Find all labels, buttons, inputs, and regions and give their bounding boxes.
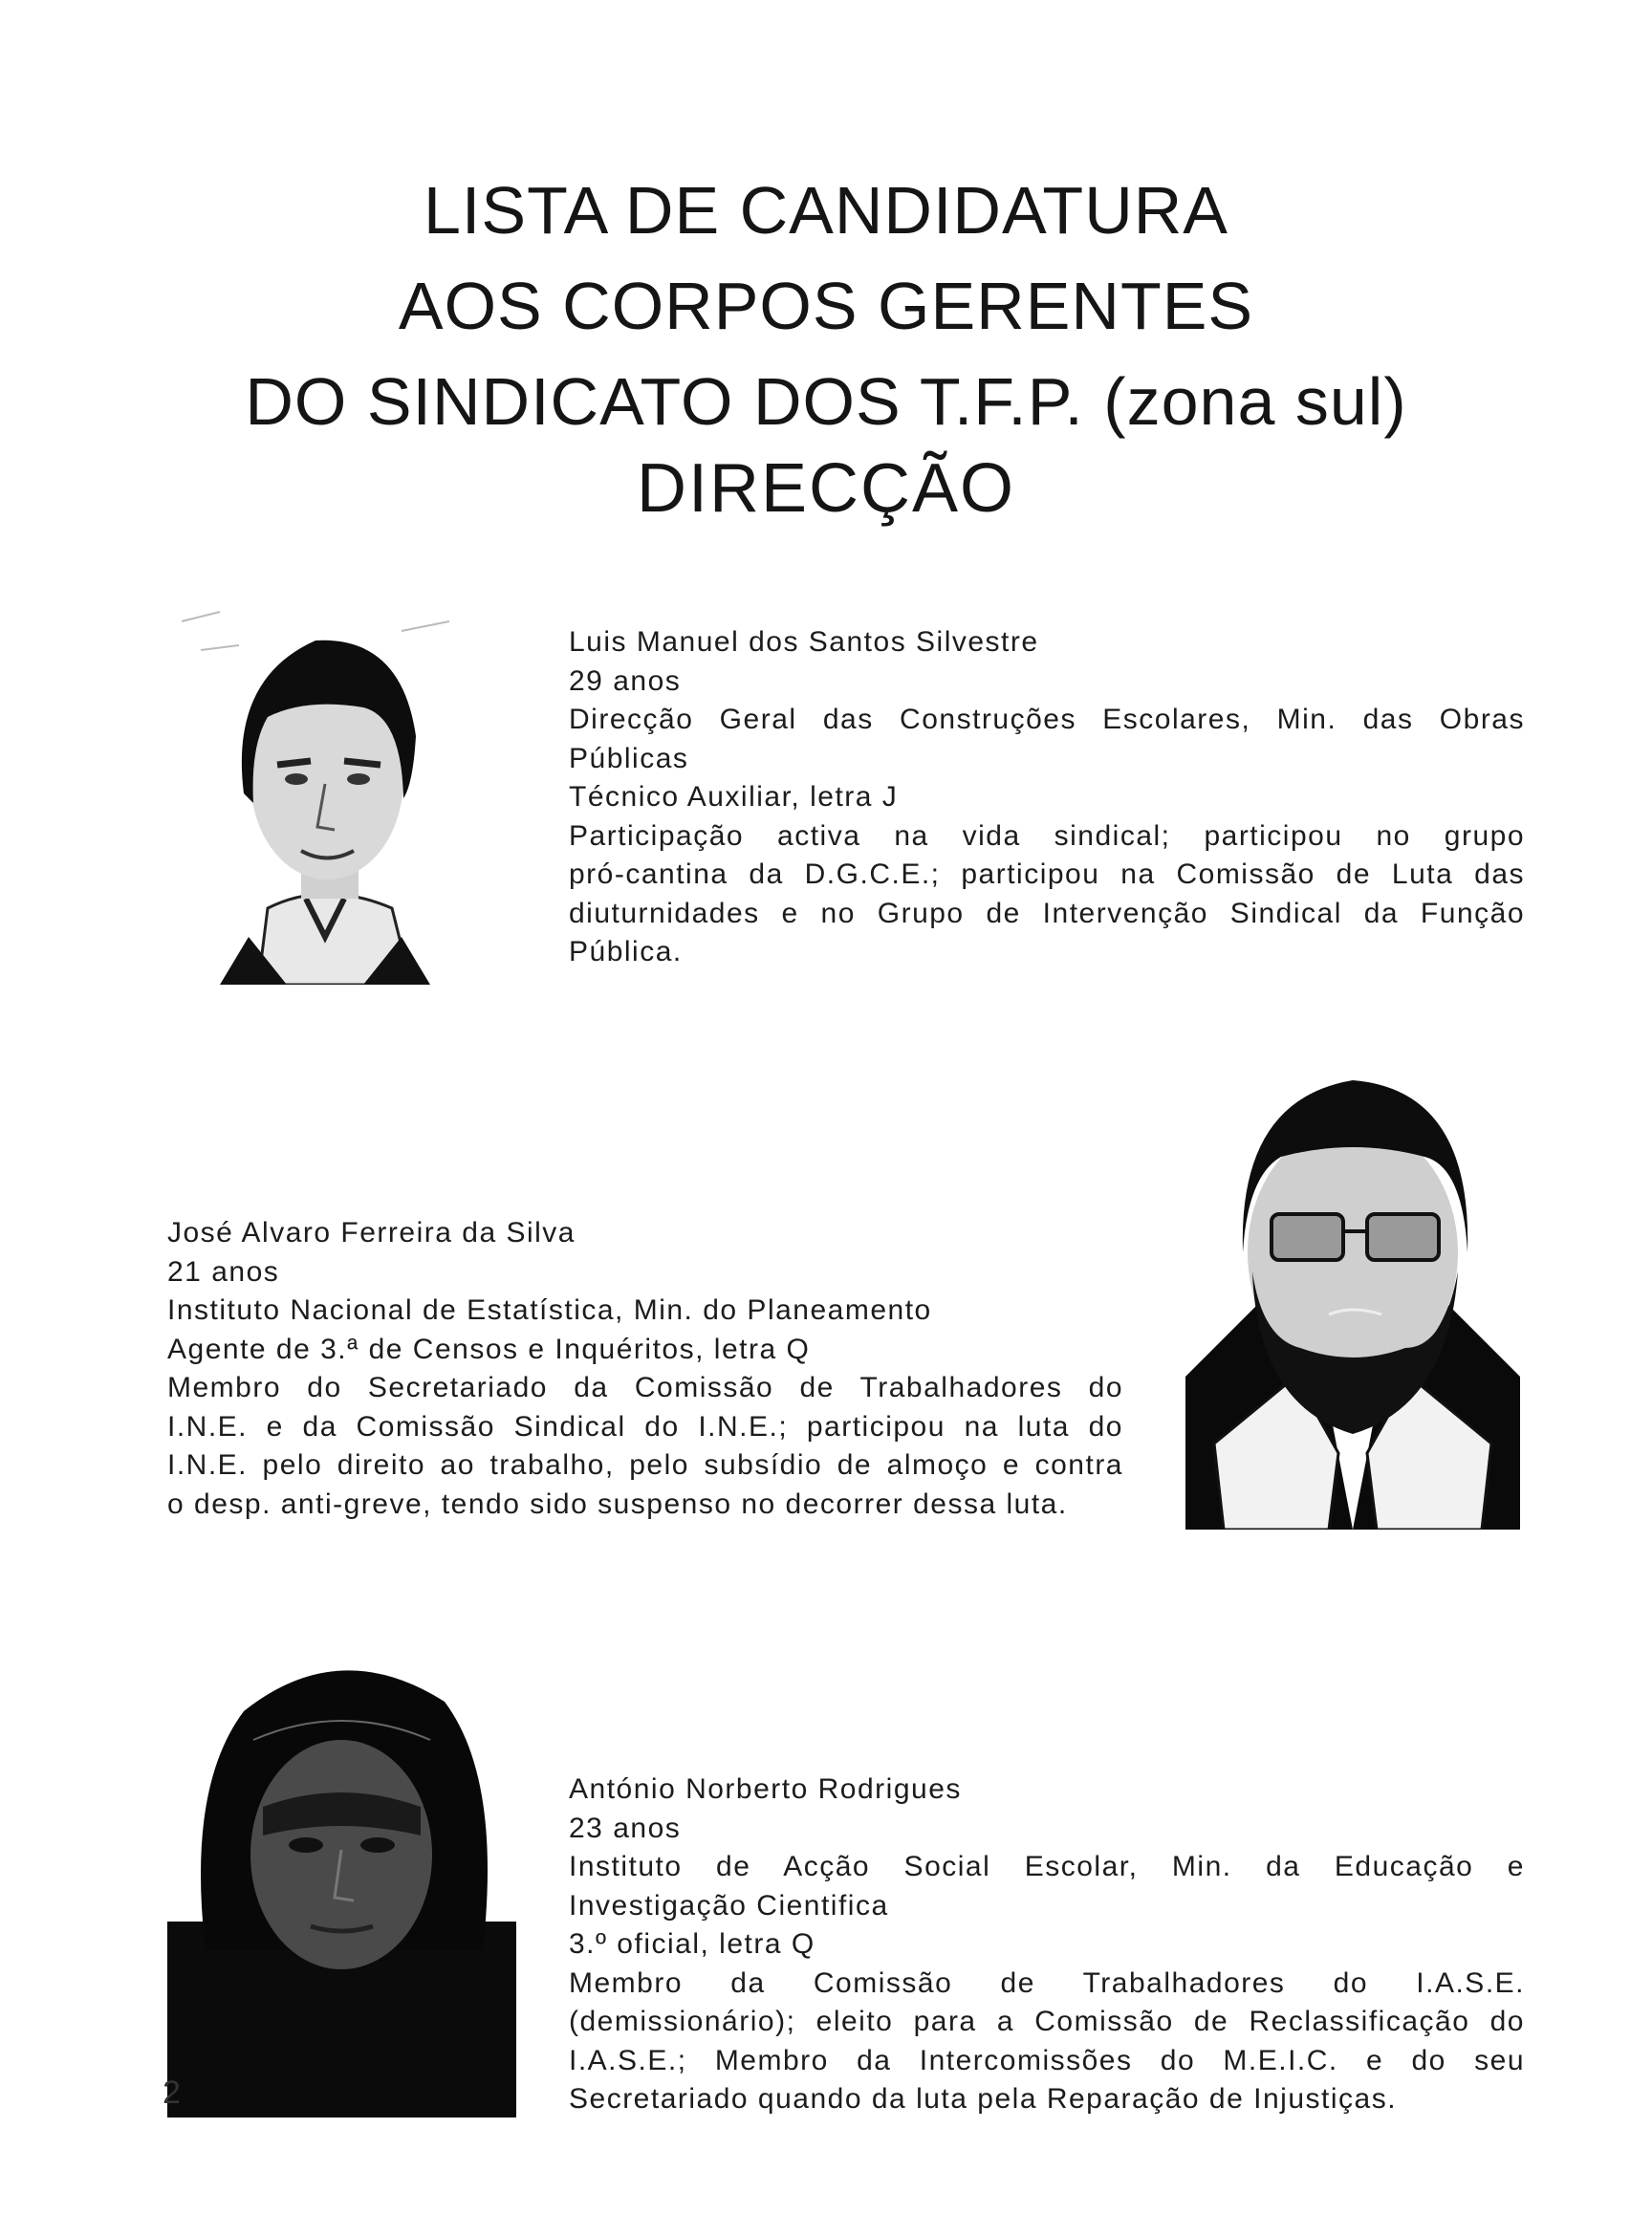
candidate-2-entry bbox=[167, 1214, 1123, 1524]
candidate-1-photo bbox=[163, 593, 488, 985]
candidate-3-bio-line: I.A.S.E.; Membro da Intercomissões do M.E.I.C. e do seu bbox=[569, 2044, 1525, 2076]
candidate-1-entry bbox=[569, 623, 1525, 972]
title-line-2: AOS CORPOS GERENTES bbox=[398, 269, 1254, 343]
candidate-1-bio-line: pró-cantina da D.G.C.E.; participou na Comissão de Luta das bbox=[569, 858, 1525, 890]
candidate-1-workplace-line: Direcção Geral das Construções Escolares, Min. das Obras bbox=[569, 704, 1525, 735]
document-title bbox=[0, 163, 1652, 449]
page-number: 2 bbox=[163, 2074, 181, 2111]
title-line-3: DO SINDICATO DOS T.F.P. (zona sul) bbox=[245, 364, 1407, 439]
candidate-2-workplace-line: Instituto Nacional de Estatística, Min. do Planeamento bbox=[167, 1294, 932, 1326]
candidate-2-bio-line: I.N.E. pelo direito ao trabalho, pelo subsídio de almoço e contra bbox=[167, 1449, 1123, 1481]
candidate-3-category: 3.º oficial, letra Q bbox=[569, 1928, 815, 1960]
candidate-2-age: 21 anos bbox=[167, 1255, 280, 1288]
candidate-3-bio-line: Secretariado quando da luta pela Reparação de Injustiças. bbox=[569, 2083, 1398, 2115]
section-heading: DIRECÇÃO bbox=[636, 450, 1016, 527]
candidate-1-bio-line: diuturnidades e no Grupo de Intervenção Sindical da Função bbox=[569, 897, 1525, 929]
candidate-3-workplace-line: Investigação Cientifica bbox=[569, 1889, 889, 1922]
candidate-2-bio-line: Membro do Secretariado da Comissão de Trabalhadores do bbox=[167, 1372, 1123, 1403]
candidate-3-bio-line: Membro da Comissão de Trabalhadores do I.A.S.E. bbox=[569, 1966, 1525, 1999]
candidate-3-photo bbox=[167, 1635, 516, 2118]
candidate-2-bio-line: I.N.E. e da Comissão Sindical do I.N.E.; participou na luta do bbox=[167, 1410, 1123, 1443]
candidate-2-bio-line: o desp. anti-greve, tendo sido suspenso no decorrer dessa luta. bbox=[167, 1488, 1068, 1520]
title-line-1: LISTA DE CANDIDATURA bbox=[424, 173, 1228, 248]
candidate-3-bio-line: (demissionário); eleito para a Comissão de Reclassificação do bbox=[569, 2006, 1525, 2037]
candidate-1-age: 29 anos bbox=[569, 664, 682, 697]
candidate-1-workplace-line: Públicas bbox=[569, 742, 689, 774]
candidate-2-name: José Alvaro Ferreira da Silva bbox=[167, 1217, 576, 1249]
candidate-3-entry bbox=[569, 1770, 1525, 2119]
candidate-1-bio-line: Participação activa na vida sindical; participou no grupo bbox=[569, 819, 1525, 852]
candidate-3-age: 23 anos bbox=[569, 1812, 682, 1844]
candidate-1-category: Técnico Auxiliar, letra J bbox=[569, 781, 899, 813]
candidate-3-workplace-line: Instituto de Acção Social Escolar, Min. da Educação e bbox=[569, 1851, 1525, 1882]
candidate-1-name: Luis Manuel dos Santos Silvestre bbox=[569, 626, 1039, 658]
candidate-2-category: Agente de 3.ª de Censos e Inquéritos, letra Q bbox=[167, 1333, 811, 1365]
candidate-3-name: António Norberto Rodrigues bbox=[569, 1773, 962, 1805]
candidate-1-bio-line: Pública. bbox=[569, 936, 683, 967]
candidate-2-photo bbox=[1185, 1061, 1520, 1530]
